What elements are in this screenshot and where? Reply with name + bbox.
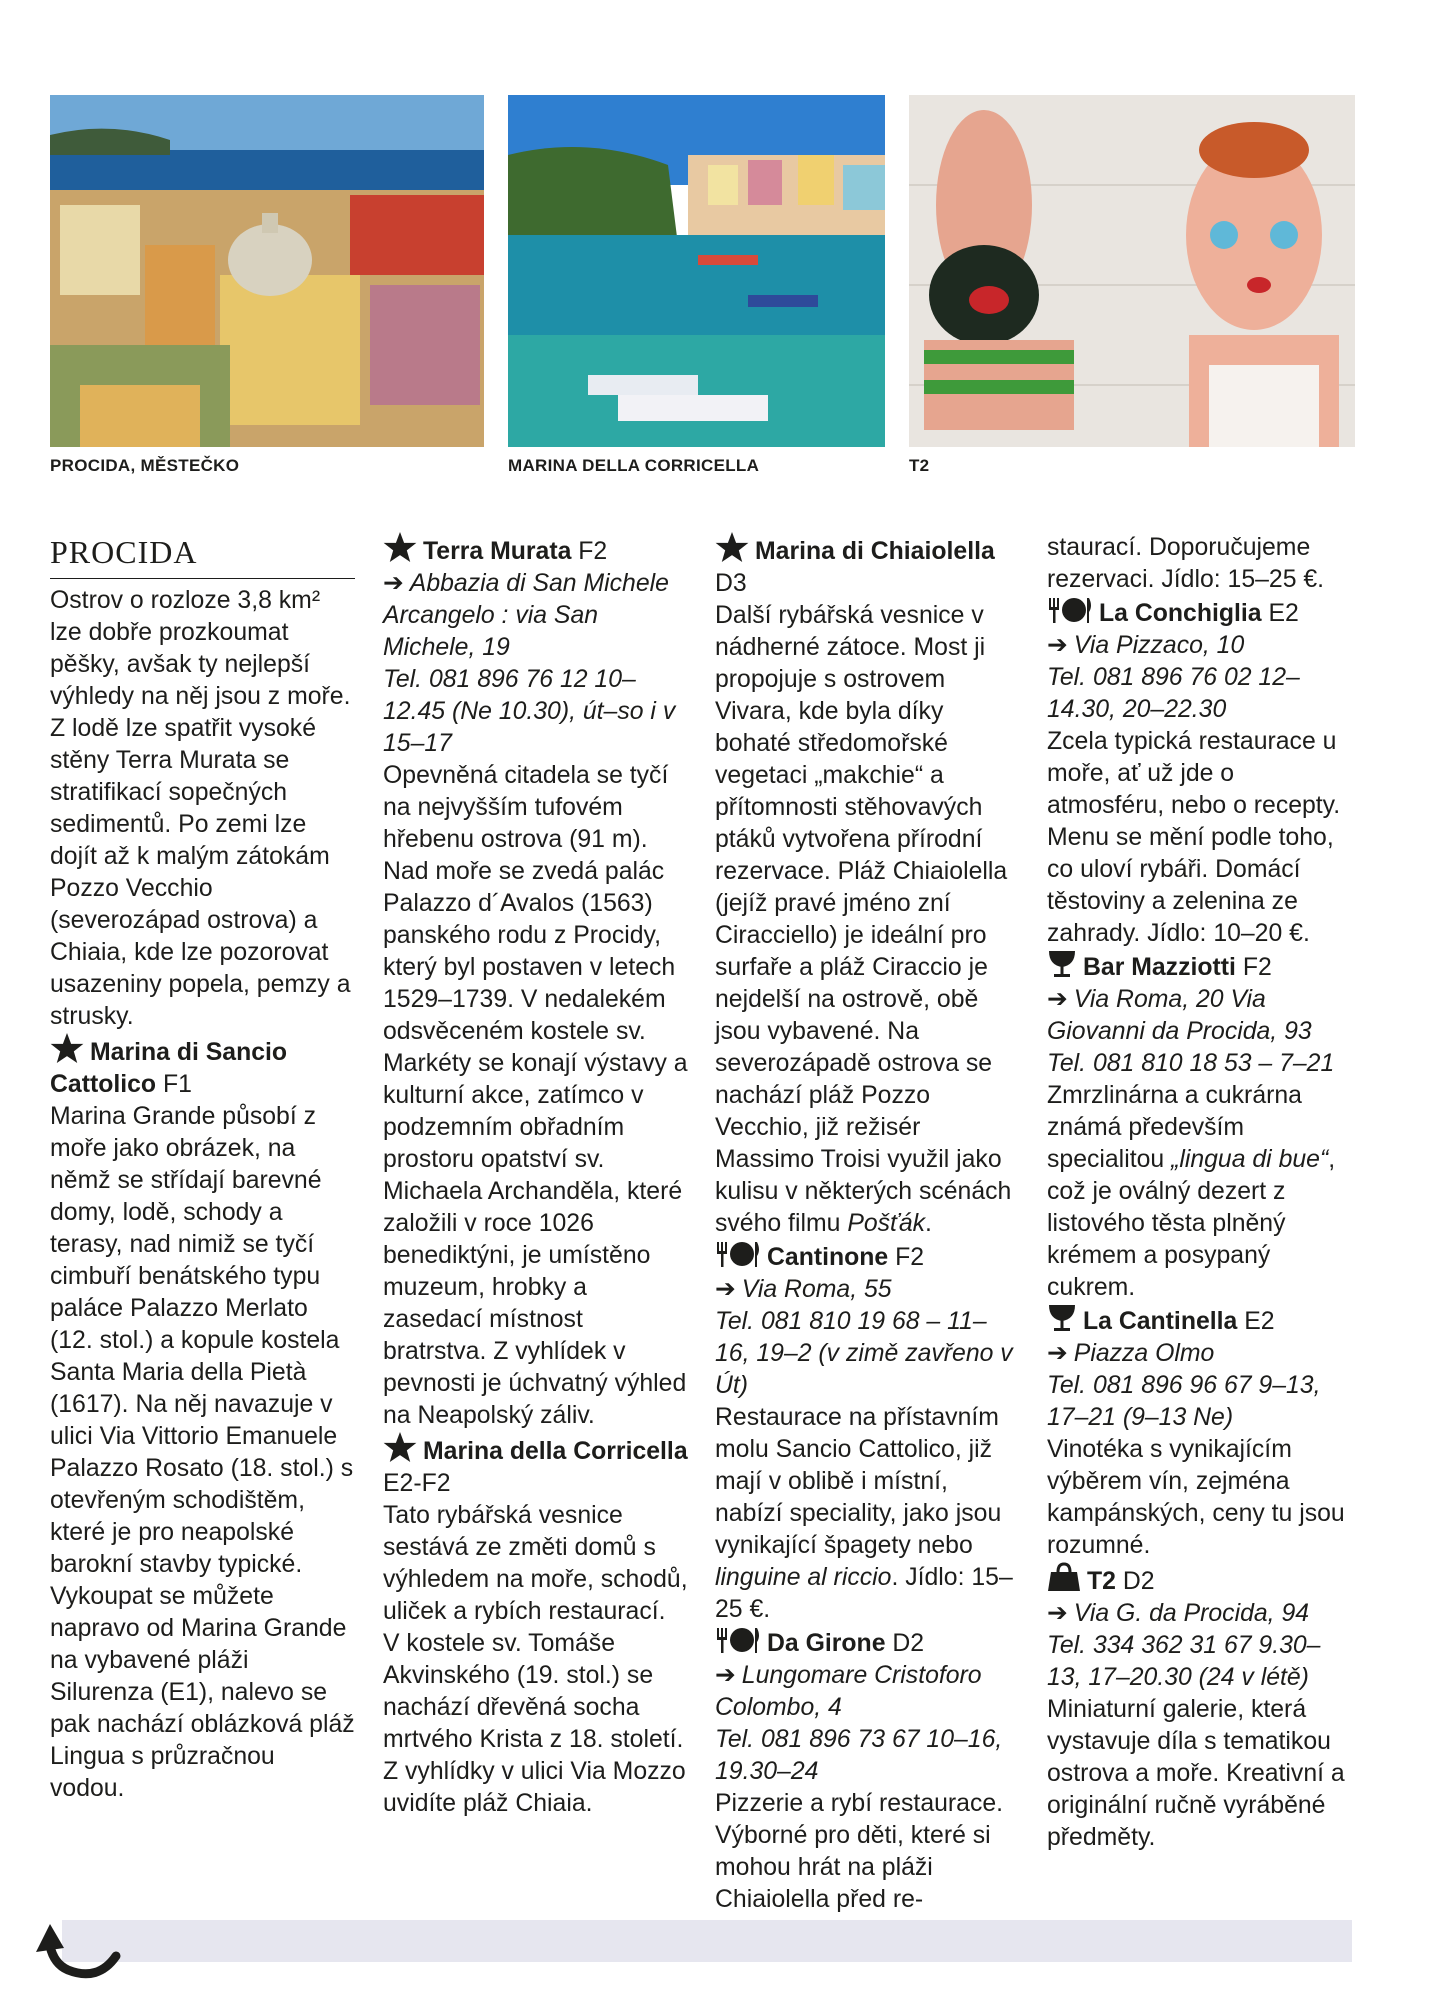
entry-heading [1047, 950, 1352, 984]
map-grid-ref: E2-F2 [383, 1470, 451, 1497]
map-grid-ref: D2 [1122, 1568, 1155, 1595]
entry-name: Marina di Chiaiolella [755, 538, 995, 565]
glass-icon [1047, 950, 1077, 978]
map-grid-ref: F1 [162, 1071, 192, 1098]
entry-text: Opevněná citadela se tyčí na nejvyšším tufovém hřebenu ostrova (91 m). Nad moře se zvedá palác Palazzo d´Avalos (1563) panského rodu z Procidy, který byl postaven v letech 1529–1739. V nedalekém odsvěceném kostele sv. Markéty se konají výstavy a kulturní akce, zatímco v podzemním obřadním prostoru opatství sv. Michaela Archanděla, které založili v roce 1026 benediktýni, je umístěno muzeum, hrobky a zasedací místnost bratrstva. Z vyhlídek v pevnosti je úchvatný výhled na Neapolský záliv. [383, 762, 688, 1429]
entry-name: Marina di Sancio Cattolico [50, 1039, 288, 1098]
entry-phone-hours: Tel. 081 896 96 67 9–13, 17–21 (9–13 Ne) [1047, 1372, 1321, 1431]
column-2 [383, 532, 688, 1820]
entry-heading [1047, 596, 1352, 630]
entry-heading [50, 1033, 355, 1101]
entry-name: Marina della Corricella [423, 1438, 688, 1465]
photo-marina-corricella [508, 95, 885, 447]
entry-name: La Conchiglia [1099, 600, 1262, 627]
map-grid-ref: D3 [715, 570, 747, 597]
entry-text: Tato rybářská vesnice sestává ze změti domů s výhledem na moře, schodů, uliček a rybích restaurací. V kostele sv. Tomáše Akvinského (19. stol.) se nachází dřevěná socha mrtvého Krista z 18. století. Z vyhlídky v ulici Via Mozzo uvidíte pláž Chiaia. [383, 1502, 688, 1817]
photo-caption-t2: T2 [909, 456, 930, 475]
star-icon [383, 532, 417, 562]
map-grid-ref: F2 [578, 538, 608, 565]
entry-text: Miniaturní galerie, která vystavuje díla s tematikou ostrova a moře. Kreativní a originální ručně vyráběné předměty. [1047, 1696, 1345, 1851]
column-3 [715, 532, 1020, 1916]
specialty-name: „lingua di bue“ [1171, 1146, 1329, 1173]
entry-text: Zcela typická restaurace u moře, ať už jde o atmosféru, nebo o recepty. Menu se mění podle toho, co uloví rybáři. Domácí těstoviny a zelenina ze zahrady. Jídlo: 10–20 €. [1047, 728, 1341, 947]
star-icon [715, 532, 749, 562]
map-grid-ref: F2 [1242, 954, 1272, 981]
film-title: Pošťák [847, 1210, 926, 1237]
entry-address: ➔ Piazza Olmo [1047, 1340, 1215, 1367]
fork-knife-icon [715, 1626, 761, 1654]
arrow-right-icon: ➔ [1047, 1600, 1068, 1627]
entry-text-continued: staurací. Doporučujeme rezervaci. Jídlo: 15–25 €. [1047, 534, 1325, 593]
photo-t2-sculptures [909, 95, 1355, 447]
arrow-right-icon: ➔ [1047, 986, 1068, 1013]
entry-text: Zmrzlinárna a cukrárna známá především specialitou „lingua di bue“, což je oválný dezert z listového těsta plněný krémem a posypaný cukrem. [1047, 1082, 1336, 1301]
entry-heading [715, 1240, 1020, 1274]
entry-heading [1047, 1304, 1352, 1338]
entry-phone-hours: Tel. 081 810 18 53 – 7–21 [1047, 1050, 1335, 1077]
entry-address: ➔ Abbazia di San Michele Arcangelo : via San Michele, 19 [383, 570, 669, 661]
photo-caption-procida: PROCIDA, MĚSTEČKO [50, 456, 240, 475]
arrow-right-icon: ➔ [715, 1276, 736, 1303]
column-4 [1047, 532, 1352, 1854]
entry-phone-hours: Tel. 081 896 76 02 12–14.30, 20–22.30 [1047, 664, 1300, 723]
entry-heading [715, 532, 1020, 600]
arrow-right-icon: ➔ [383, 570, 404, 597]
entry-phone-hours: Tel. 081 810 19 68 – 11–16, 19–2 (v zimě zavřeno v Út) [715, 1308, 1013, 1399]
entry-name: T2 [1087, 1568, 1116, 1595]
map-grid-ref: F2 [895, 1244, 925, 1271]
entry-name: Da Girone [767, 1630, 886, 1657]
entry-address: ➔ Via Pizzaco, 10 [1047, 632, 1245, 659]
glass-icon [1047, 1304, 1077, 1332]
map-grid-ref: E2 [1244, 1308, 1275, 1335]
map-grid-ref: E2 [1268, 600, 1299, 627]
shopping-bag-icon [1047, 1562, 1081, 1592]
arrow-right-icon: ➔ [715, 1662, 736, 1689]
section-title: PROCIDA [50, 532, 355, 579]
footer-bar [62, 1920, 1352, 1962]
photo-caption-marina: MARINA DELLA CORRICELLA [508, 456, 760, 475]
fork-knife-icon [715, 1240, 761, 1268]
arrow-right-icon: ➔ [1047, 632, 1068, 659]
column-1 [50, 532, 355, 1805]
back-arrow-icon[interactable] [28, 1916, 124, 1988]
dish-name: linguine al riccio [715, 1564, 892, 1591]
star-icon [383, 1432, 417, 1462]
entry-text: Pizzerie a rybí restaurace. Výborné pro děti, které si mohou hrát na pláži Chiaiolella před re- [715, 1790, 1004, 1913]
fork-knife-icon [1047, 596, 1093, 624]
entry-phone-hours: Tel. 334 362 31 67 9.30–13, 17–20.30 (24 v létě) [1047, 1632, 1321, 1691]
entry-text: Restaurace na přístavním molu Sancio Cattolico, již mají v oblibě i místní, nabízí speciality, jako jsou vynikající špagety nebo linguine al riccio. Jídlo: 15–25 €. [715, 1404, 1013, 1623]
entry-phone-hours: Tel. 081 896 76 12 10–12.45 (Ne 10.30), út–so i v 15–17 [383, 666, 676, 757]
map-grid-ref: D2 [892, 1630, 925, 1657]
entry-address: ➔ Via Roma, 20 Via Giovanni da Procida, 93 [1047, 986, 1312, 1045]
entry-text: Vinotéka s vynikajícím výběrem vín, zejména kampánských, ceny tu jsou rozumné. [1047, 1436, 1345, 1559]
entry-text: Marina Grande působí z moře jako obrázek, na němž se střídají barevné domy, lodě, schody a terasy, nad nimiž se tyčí cimbuří benátského typu paláce Palazzo Merlato (12. stol.) a kopule kostela Santa Maria della Pietà (1617). Na něj navazuje v ulici Via Vittorio Emanuele Palazzo Rosato (18. stol.) s otevřeným schodištěm, které je pro neapolské barokní stavby typické. Vykoupat se můžete napravo od Marina Grande na vybavené pláži Silurenza (E1), nalevo se pak nachází oblázková pláž Lingua s průzračnou vodou. [50, 1103, 355, 1802]
intro-text: Ostrov o rozloze 3,8 km² lze dobře prozkoumat pěšky, avšak ty nejlepší výhledy na něj jsou z moře. Z lodě lze spatřit vysoké stěny Terra Murata se stratifikací sopečných sedimentů. Po zemi lze dojít až k malým zátokám Pozzo Vecchio (severozápad ostrova) a Chiaia, kde lze pozorovat usazeniny popela, pemzy a strusky. [50, 587, 351, 1030]
photo-procida-town [50, 95, 484, 447]
entry-heading [383, 532, 688, 568]
entry-name: Cantinone [767, 1244, 889, 1271]
entry-heading [383, 1432, 688, 1500]
entry-heading [1047, 1562, 1352, 1598]
star-icon [50, 1033, 84, 1063]
arrow-right-icon: ➔ [1047, 1340, 1068, 1367]
entry-name: La Cantinella [1083, 1308, 1238, 1335]
entry-address: ➔ Via Roma, 55 [715, 1276, 892, 1303]
entry-heading [715, 1626, 1020, 1660]
entry-phone-hours: Tel. 081 896 73 67 10–16, 19.30–24 [715, 1726, 1003, 1785]
entry-text: Další rybářská vesnice v nádherné zátoce. Most ji propojuje s ostrovem Vivara, kde byla díky bohaté středomořské vegetaci „makchie“ a přítomnosti stěhovavých ptáků vytvořena přírodní rezervace. Pláž Chiaiolella (jejíž pravé jméno zní Ciracciello) je ideální pro surfaře a pláž Ciraccio je nejdelší na ostrově, obě jsou vybavené. Na severozápadě ostrova se nachází pláž Pozzo Vecchio, již režisér Massimo Troisi využil jako kulisu v některých scénách svého filmu Pošťák. [715, 602, 1012, 1237]
entry-name: Bar Mazziotti [1083, 954, 1236, 981]
entry-address: ➔ Via G. da Procida, 94 [1047, 1600, 1310, 1627]
entry-address: ➔ Lungomare Cristoforo Colombo, 4 [715, 1662, 982, 1721]
entry-name: Terra Murata [423, 538, 572, 565]
